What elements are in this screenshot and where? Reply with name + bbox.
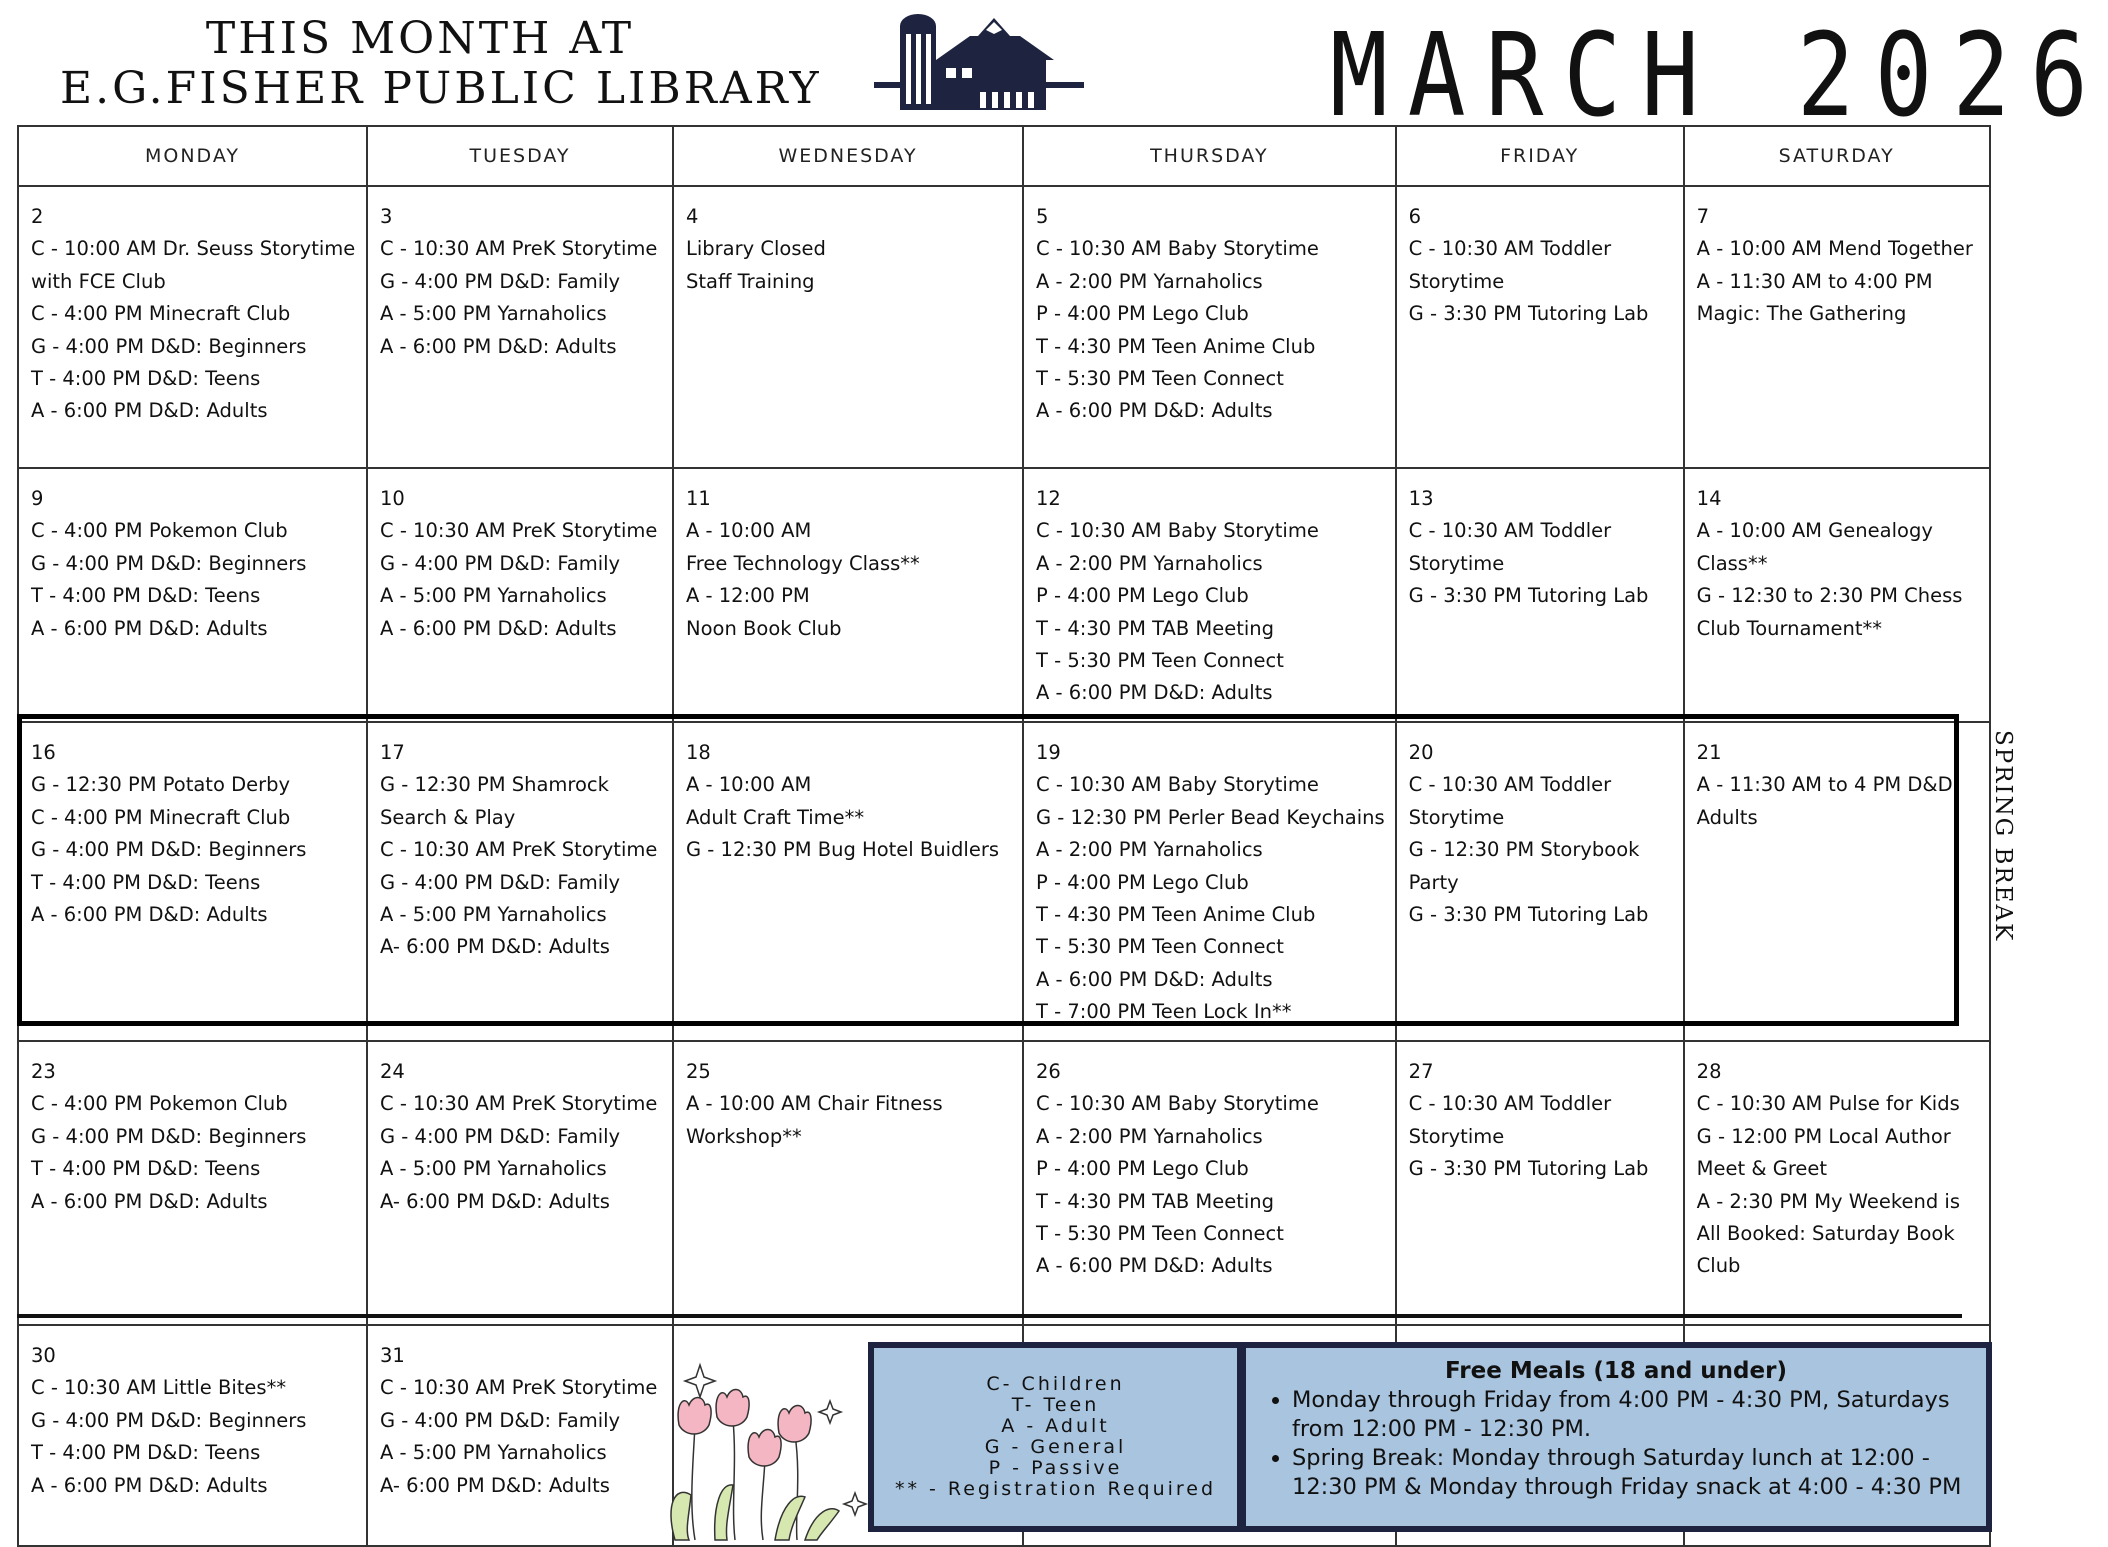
event-line: C - 10:30 AM Toddler [1408, 519, 1612, 543]
day-cell-friday [1396, 1041, 1684, 1325]
event-line: A- 6:00 PM D&D: Adults [380, 1189, 610, 1213]
event-line: G - 12:30 PM Shamrock [380, 773, 609, 797]
day-cell-monday [18, 186, 367, 468]
event-line: A - 11:30 AM to 4:00 PM [1696, 269, 1933, 293]
event-line: G - 3:30 PM Tutoring Lab [1408, 584, 1649, 608]
event-line: A - 6:00 PM D&D: Adults [31, 399, 268, 423]
tulip-flowers-icon [655, 1365, 870, 1540]
event-line: A - 10:00 AM Mend Together [1696, 237, 1973, 261]
day-cell-thursday [1023, 186, 1396, 468]
event-line: T - 5:30 PM Teen Connect [1036, 935, 1284, 959]
event-line: Party [1408, 870, 1459, 894]
library-logo-icon [870, 0, 1090, 112]
day-number: 20 [1408, 741, 1434, 764]
event-line: G - 3:30 PM Tutoring Lab [1408, 903, 1649, 927]
legend-item: C- Children [986, 1373, 1125, 1395]
day-number: 12 [1036, 487, 1061, 510]
event-line: A - 2:30 PM My Weekend is [1696, 1189, 1961, 1213]
weekday-saturday: SATURDAY [1684, 126, 1990, 186]
day-cell-friday [1396, 468, 1684, 722]
day-cell-saturday [1684, 186, 1990, 468]
week-row [18, 1041, 1990, 1325]
event-line: Storytime [1408, 551, 1505, 575]
legend-item: ** - Registration Required [894, 1478, 1217, 1500]
event-line: A - 2:00 PM Yarnaholics [1036, 1124, 1263, 1148]
weekday-tuesday: TUESDAY [367, 126, 673, 186]
day-cell-saturday [1684, 468, 1990, 722]
event-line: T - 4:00 PM D&D: Teens [31, 1441, 261, 1465]
day-number: 11 [686, 487, 711, 510]
day-number: 4 [686, 205, 699, 228]
day-cell-tuesday [367, 1325, 673, 1546]
day-cell-friday [1396, 186, 1684, 468]
event-line: A - 6:00 PM D&D: Adults [380, 334, 617, 358]
day-cell-wednesday [673, 722, 1023, 1041]
day-number: 9 [31, 487, 44, 510]
spring-break-label: SPRING BREAK [1990, 730, 2016, 943]
event-line: C - 10:30 AM PreK Storytime [380, 1092, 658, 1116]
day-cell-monday [18, 722, 367, 1041]
calendar-grid [17, 125, 1991, 1547]
event-line: A- 6:00 PM D&D: Adults [380, 935, 610, 959]
event-line: C - 4:00 PM Pokemon Club [31, 519, 288, 543]
day-cell-thursday [1023, 1041, 1396, 1325]
event-line: A - 6:00 PM D&D: Adults [31, 616, 268, 640]
event-line: G - 4:00 PM D&D: Family [380, 551, 621, 575]
month-title: MARCH 2026 [1330, 8, 2108, 143]
weekday-friday: FRIDAY [1396, 126, 1684, 186]
event-line: Staff Training [686, 269, 815, 293]
event-line: A - 11:30 AM to 4 PM D&D: [1696, 773, 1960, 797]
event-line: Class** [1696, 551, 1768, 575]
event-line: T - 4:00 PM D&D: Teens [31, 1157, 261, 1181]
event-line: G - 12:30 PM Storybook [1408, 838, 1640, 862]
event-line: G - 4:00 PM D&D: Family [380, 1408, 621, 1432]
event-line: G - 12:30 PM Potato Derby [31, 773, 291, 797]
event-line: T - 7:00 PM Teen Lock In** [1036, 1000, 1292, 1024]
event-line: Magic: The Gathering [1696, 302, 1907, 326]
event-line: A - 6:00 PM D&D: Adults [31, 1473, 268, 1497]
event-line: Club [1696, 1254, 1741, 1278]
day-cell-saturday [1684, 1041, 1990, 1325]
event-line: Storytime [1408, 1124, 1505, 1148]
event-line: T - 5:30 PM Teen Connect [1036, 1222, 1284, 1246]
week-divider [17, 1314, 1962, 1318]
event-line: G - 4:00 PM D&D: Beginners [31, 1124, 307, 1148]
event-line: Library Closed [686, 237, 826, 261]
event-line: G - 4:00 PM D&D: Family [380, 1124, 621, 1148]
event-line: G - 4:00 PM D&D: Family [380, 870, 621, 894]
day-number: 17 [380, 741, 405, 764]
event-line: G - 3:30 PM Tutoring Lab [1408, 1157, 1649, 1181]
event-line: G - 3:30 PM Tutoring Lab [1408, 302, 1649, 326]
event-line: C - 10:30 AM PreK Storytime [380, 519, 658, 543]
event-line: A - 5:00 PM Yarnaholics [380, 302, 607, 326]
event-line: A - 12:00 PM [686, 584, 810, 608]
day-cell-wednesday [673, 468, 1023, 722]
event-line: A - 10:00 AM Chair Fitness [686, 1092, 943, 1116]
week-row [18, 186, 1990, 468]
week-row [18, 722, 1990, 1041]
event-line: T - 4:30 PM Teen Anime Club [1036, 334, 1316, 358]
day-cell-saturday [1684, 722, 1990, 1041]
event-line: A- 6:00 PM D&D: Adults [380, 1473, 610, 1497]
free-meals-item: • Spring Break: Monday through Saturday lunch at 12:00 - 12:30 PM & Monday through Friday snack at 4:00 - 4:30 PM [1292, 1444, 1968, 1502]
event-line: G - 12:30 to 2:30 PM Chess [1696, 584, 1963, 608]
free-meals-item: • Monday through Friday from 4:00 PM - 4:30 PM, Saturdays from 12:00 PM - 12:30 PM. [1292, 1386, 1968, 1444]
day-number: 31 [380, 1344, 405, 1367]
day-cell-friday [1396, 722, 1684, 1041]
event-line: Free Technology Class** [686, 551, 920, 575]
week-row [18, 468, 1990, 722]
event-line: C - 10:30 AM Pulse for Kids [1696, 1092, 1960, 1116]
event-line: Workshop** [686, 1124, 802, 1148]
weekday-monday: MONDAY [18, 126, 367, 186]
event-line: A - 10:00 AM [686, 773, 812, 797]
event-line: C - 10:30 AM PreK Storytime [380, 1376, 658, 1400]
event-line: C - 10:30 AM Baby Storytime [1036, 519, 1319, 543]
day-number: 7 [1696, 205, 1710, 228]
free-meals-box [1240, 1342, 1992, 1532]
event-line: C - 10:30 AM Baby Storytime [1036, 237, 1319, 261]
event-line: T - 4:30 PM TAB Meeting [1036, 1189, 1275, 1213]
event-line: A - 5:00 PM Yarnaholics [380, 903, 607, 927]
event-line: C - 10:30 AM Baby Storytime [1036, 773, 1319, 797]
free-meals-title: Free Meals (18 and under) [1445, 1358, 1787, 1384]
day-number: 10 [380, 487, 405, 510]
free-meals-list [1264, 1386, 1968, 1502]
event-line: A - 2:00 PM Yarnaholics [1036, 838, 1263, 862]
weekday-thursday: THURSDAY [1023, 126, 1396, 186]
weekday-wednesday: WEDNESDAY [673, 126, 1023, 186]
day-number: 24 [380, 1060, 405, 1083]
day-cell-monday [18, 1041, 367, 1325]
event-line: P - 4:00 PM Lego Club [1036, 302, 1249, 326]
day-number: 28 [1696, 1060, 1722, 1083]
event-line: C - 10:30 AM PreK Storytime [380, 838, 658, 862]
event-line: A - 10:00 AM [686, 519, 812, 543]
event-line: C - 4:00 PM Minecraft Club [31, 302, 291, 326]
day-number: 16 [31, 741, 56, 764]
day-number: 25 [686, 1060, 711, 1083]
event-line: A - 6:00 PM D&D: Adults [1036, 1254, 1273, 1278]
event-line: All Booked: Saturday Book [1696, 1222, 1955, 1246]
event-line: A - 10:00 AM Genealogy [1696, 519, 1933, 543]
event-line: Adult Craft Time** [686, 805, 865, 829]
event-line: C - 10:30 AM Baby Storytime [1036, 1092, 1319, 1116]
event-line: T - 4:00 PM D&D: Teens [31, 870, 261, 894]
day-cell-wednesday [673, 1041, 1023, 1325]
event-line: C - 10:00 AM Dr. Seuss Storytime [31, 237, 356, 261]
day-cell-monday [18, 1325, 367, 1546]
day-number: 19 [1036, 741, 1061, 764]
event-line: A - 5:00 PM Yarnaholics [380, 584, 607, 608]
event-line: G - 4:00 PM D&D: Beginners [31, 838, 307, 862]
day-number: 23 [31, 1060, 56, 1083]
event-line: C - 10:30 AM Toddler [1408, 1092, 1612, 1116]
event-line: C - 4:00 PM Minecraft Club [31, 805, 291, 829]
event-line: C - 10:30 AM Toddler [1408, 237, 1612, 261]
day-number: 18 [686, 741, 711, 764]
event-line: A - 6:00 PM D&D: Adults [1036, 967, 1273, 991]
event-line: G - 12:00 PM Local Author [1696, 1124, 1951, 1148]
event-line: A - 5:00 PM Yarnaholics [380, 1157, 607, 1181]
header-line-1: THIS MONTH AT [205, 13, 635, 64]
event-line: Storytime [1408, 269, 1505, 293]
day-cell-tuesday [367, 468, 673, 722]
day-number: 30 [31, 1344, 56, 1367]
event-line: Adults [1696, 805, 1758, 829]
day-number: 13 [1408, 487, 1434, 510]
event-line: A - 2:00 PM Yarnaholics [1036, 269, 1263, 293]
event-line: G - 12:30 PM Perler Bead Keychains [1036, 805, 1385, 829]
day-cell-wednesday [673, 186, 1023, 468]
day-cell-thursday [1023, 722, 1396, 1041]
event-line: A - 6:00 PM D&D: Adults [380, 616, 617, 640]
event-line: T - 4:00 PM D&D: Teens [31, 584, 261, 608]
event-line: A - 6:00 PM D&D: Adults [1036, 399, 1273, 423]
day-cell-monday [18, 468, 367, 722]
legend-item: A - Adult [1001, 1415, 1110, 1437]
event-line: G - 12:30 PM Bug Hotel Buidlers [686, 838, 1000, 862]
day-number: 6 [1408, 205, 1422, 228]
day-cell-thursday [1023, 468, 1396, 722]
header-line-2: E.G.FISHER PUBLIC LIBRARY [60, 63, 822, 114]
day-cell-tuesday [367, 1041, 673, 1325]
day-cell-tuesday [367, 722, 673, 1041]
event-line: P - 4:00 PM Lego Club [1036, 870, 1249, 894]
library-header [60, 13, 822, 114]
weekday-header-row [18, 126, 1990, 186]
event-line: Club Tournament** [1696, 616, 1882, 640]
event-line: A - 6:00 PM D&D: Adults [31, 903, 268, 927]
event-line: with FCE Club [31, 269, 166, 293]
event-line: A - 5:00 PM Yarnaholics [380, 1441, 607, 1465]
event-line: G - 4:00 PM D&D: Beginners [31, 1408, 307, 1432]
day-number: 26 [1036, 1060, 1061, 1083]
event-line: Search & Play [380, 805, 516, 829]
event-line: T - 5:30 PM Teen Connect [1036, 367, 1284, 391]
legend-box [868, 1342, 1243, 1532]
event-line: T - 5:30 PM Teen Connect [1036, 649, 1284, 673]
event-line: G - 4:00 PM D&D: Beginners [31, 334, 307, 358]
day-number: 5 [1036, 205, 1049, 228]
event-line: T - 4:00 PM D&D: Teens [31, 367, 261, 391]
event-line: T - 4:30 PM Teen Anime Club [1036, 903, 1316, 927]
event-line: Meet & Greet [1696, 1157, 1828, 1181]
event-line: A - 6:00 PM D&D: Adults [1036, 681, 1273, 705]
event-line: Storytime [1408, 805, 1505, 829]
day-number: 21 [1696, 741, 1722, 764]
day-cell-tuesday [367, 186, 673, 468]
event-line: G - 4:00 PM D&D: Family [380, 269, 621, 293]
event-line: C - 10:30 AM Toddler [1408, 773, 1612, 797]
day-number: 27 [1408, 1060, 1434, 1083]
event-line: P - 4:00 PM Lego Club [1036, 1157, 1249, 1181]
legend-item: T- Teen [1011, 1394, 1100, 1416]
event-line: G - 4:00 PM D&D: Beginners [31, 551, 307, 575]
day-number: 14 [1696, 487, 1722, 510]
event-line: A - 2:00 PM Yarnaholics [1036, 551, 1263, 575]
legend-item: P - Passive [988, 1457, 1123, 1479]
event-line: A - 6:00 PM D&D: Adults [31, 1189, 268, 1213]
event-line: P - 4:00 PM Lego Club [1036, 584, 1249, 608]
event-line: C - 4:00 PM Pokemon Club [31, 1092, 288, 1116]
legend-item: G - General [984, 1436, 1127, 1458]
event-line: C - 10:30 AM PreK Storytime [380, 237, 658, 261]
day-number: 3 [380, 205, 393, 228]
event-line: C - 10:30 AM Little Bites** [31, 1376, 287, 1400]
day-number: 2 [31, 205, 44, 228]
event-line: Noon Book Club [686, 616, 842, 640]
event-line: T - 4:30 PM TAB Meeting [1036, 616, 1275, 640]
